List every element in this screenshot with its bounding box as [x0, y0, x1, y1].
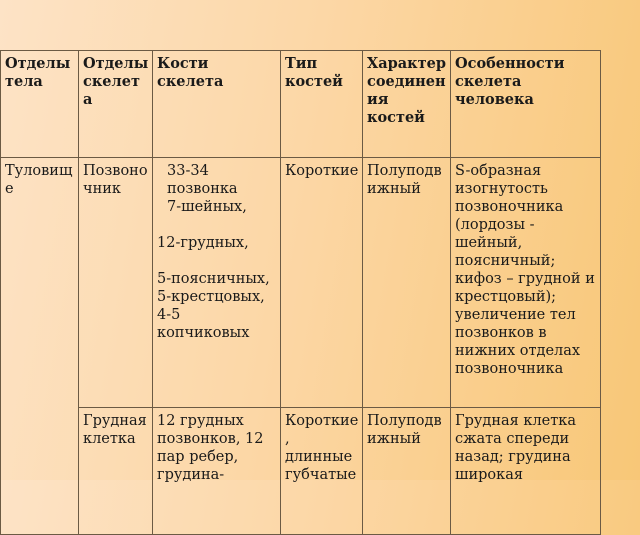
bones-line: 5-крестцовых,	[157, 289, 265, 305]
cell-features: S-образная изогнутость позвоночника (лордозы - шейный, поясничный; кифоз – грудной и крестцовый); увеличение тел позвонков в нижних отделах позвоночника	[451, 158, 601, 408]
cell-body-section: Туловище	[1, 158, 79, 535]
header-human-features: Особенности скелета человека	[451, 51, 601, 158]
header-skeleton-bones: Кости скелета	[153, 51, 281, 158]
bones-line: 5-поясничных,	[157, 271, 270, 287]
header-body-sections: Отделы тела	[1, 51, 79, 158]
skeleton-table	[0, 50, 601, 535]
bones-line: 7-шейных,	[167, 199, 247, 215]
header-skeleton-sections: Отделы скелета	[79, 51, 153, 158]
header-joint-type: Характер соединения костей	[363, 51, 451, 158]
table-header-row	[1, 51, 601, 158]
bones-line: 33-34 позвонка	[167, 163, 238, 197]
cell-skeleton-part: Позвоночник	[79, 158, 153, 408]
cell-skeleton-part: Грудная клетка	[79, 408, 153, 535]
cell-bones	[153, 158, 281, 408]
cell-joint-type: Полуподвижный	[363, 408, 451, 535]
table-row	[1, 408, 601, 535]
bones-line: 12-грудных,	[157, 235, 249, 251]
cell-bones: 12 грудных позвонков, 12 пар ребер, грудина-	[153, 408, 281, 535]
cell-bone-type: Короткие	[281, 158, 363, 408]
cell-bone-type: Короткие, длинные губчатые	[281, 408, 363, 535]
cell-joint-type: Полуподвижный	[363, 158, 451, 408]
table-row	[1, 158, 601, 408]
cell-features: Грудная клетка сжата спереди назад; грудина широкая	[451, 408, 601, 535]
bones-line: 4-5 копчиковых	[157, 307, 250, 341]
header-bone-type: Тип костей	[281, 51, 363, 158]
